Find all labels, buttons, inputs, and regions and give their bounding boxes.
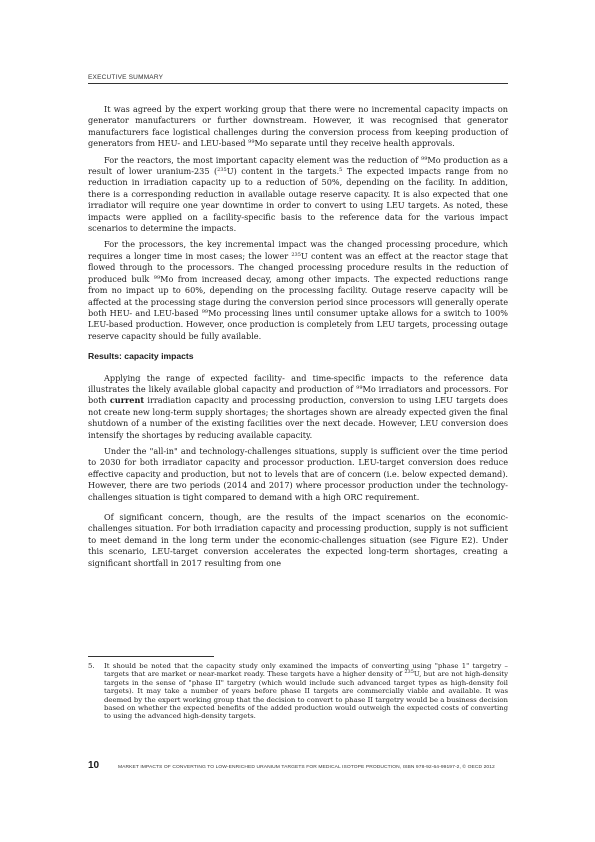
section-heading-capacity-impacts: Results: capacity impacts xyxy=(88,351,194,362)
body-text xyxy=(88,104,508,574)
paragraph-processors: For the processors, the key incremental impact was the changed processing procedure, which requires a longer time in most cases; the lower $^{235}$U content was an effect at the reactor stage that flowed through to the processors. The changed processing procedure results in the reduction of produced bulk $^{99}$Mo from increased decay, among other impacts. The expected reductions range from no impact up to 60%, depending on the processing facility. Outage reserve capacity will be affected at the processing stage during the conversion period since processors will generally operate both HEU- and LEU-based $^{99}$Mo processing lines until consumer uptake allows for a switch to 100% LEU-based production. However, once production is completely from LEU targets, processing outage reserve capacity should be fully available. xyxy=(88,239,509,341)
footnote-rule xyxy=(88,656,214,657)
page-number: 10 xyxy=(88,760,100,771)
footnote-number: 5. xyxy=(88,662,95,670)
paragraph-results-overview: Applying the range of expected facility- and time-specific impacts to the reference data illustrates the likely available global capacity and production of $^{99}$Mo irradiators and processors. For both current irradiation capacity and processing production, conversion to using LEU targets does not create new long-term supply shortages; the shortages shown are already expected given the final shutdown of a number of the existing facilities over the next decade. However, LEU conversion does intensify the shortages by reducing available capacity. xyxy=(88,372,508,440)
footnote-reference[interactable]: 5 xyxy=(339,167,343,174)
paragraph-all-in-situation: Under the "all-in" and technology-challenges situations, supply is sufficient over the time period to 2030 for both irradiator capacity and processor production. LEU-target conversion does reduce effective capacity and production, but not to levels that are of concern (i.e. below expected demand). However, there are two periods (2014 and 2017) where processor production under the technology-challenges situation is tight compared to demand with a high ORC requirement. xyxy=(88,445,508,502)
paragraph-generator-manufacturers: It was agreed by the expert working group that there were no incremental capacity impacts on generator manufacturers or further downstream. However, it was recognised that generator manufacturers face logistical challenges during the conversion process from keeping production of generators from HEU- and LEU-based $^{99}$Mo separate until they receive health approvals. xyxy=(88,104,508,149)
page-footer xyxy=(88,760,508,771)
footnote-text: It should be noted that the capacity study only examined the impacts of converting using "phase 1" targetry – targets that are market or near-market ready. These targets have a higher density of $^{235}$U, but are not high-density targets in the sense of "phase II" targetry (which would include such advanced target types as high-density foil targets). It may take a number of years before phase II targets are commercially viable and available. It was deemed by the expert working group that the decision to convert to phase II targetry would be a business decision based on whether the expected benefits of the added production would outweigh the expected costs of converting to using the advanced high-density targets. xyxy=(104,662,509,721)
running-header: EXECUTIVE SUMMARY xyxy=(88,74,164,81)
footnote xyxy=(88,662,508,721)
footer-citation: MARKET IMPACTS OF CONVERTING TO LOW-ENRICHED URANIUM TARGETS FOR MEDICAL ISOTOPE PRODUCTION, ISBN 978-92-64-99197-2, © OECD 2012 xyxy=(118,765,495,770)
paragraph-economic-challenges: Of significant concern, though, are the results of the impact scenarios on the economic-challenges situation. For both irradiation capacity and processing production, supply is not sufficient to meet demand in the long term under the economic-challenges situation (see Figure E2). Under this scenario, LEU-target conversion accelerates the expected long-term shortages, creating a significant shortfall in 2017 resulting from one xyxy=(88,512,508,568)
header-rule xyxy=(88,83,508,84)
paragraph-reactors: For the reactors, the most important capacity element was the reduction of $^{99}$Mo production as a result of lower uranium-235 ($^{235}$U) content in the targets.$^5$ The expected impacts range from no reduction in irradiation capacity up to a reduction of 50%, depending on the facility. In addition, there is a corresponding reduction in available outage reserve capacity. It is also expected that one irradiator will require one year downtime in order to convert to using LEU targets. As noted, these impacts were applied on a facility-specific basis to the reference data for the various impact scenarios to determine the impacts. xyxy=(88,154,508,234)
